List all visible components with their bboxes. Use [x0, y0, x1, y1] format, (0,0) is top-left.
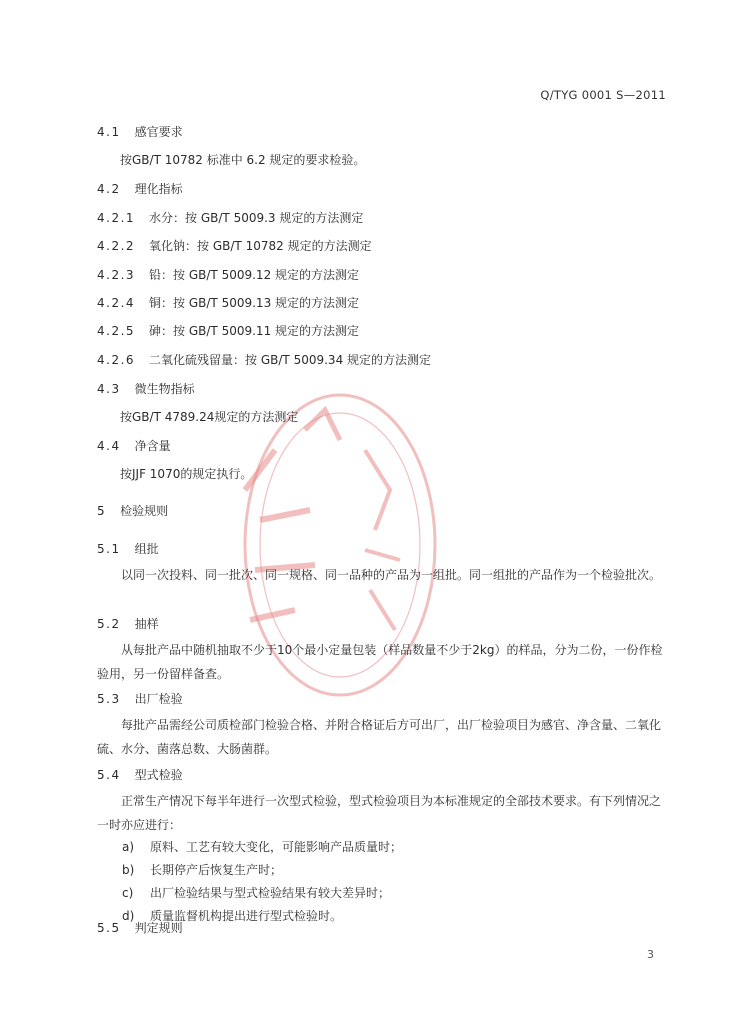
section-4-4-body: 按JJF 1070的规定执行。: [120, 467, 253, 481]
section-4-1-body: 按GB/T 10782 标准中 6.2 规定的要求检验。: [120, 153, 366, 167]
section-4-2-3: 4.2.3 铅：按 GB/T 5009.12 规定的方法测定: [97, 268, 360, 282]
section-5-3-heading: 5.3 出厂检验: [97, 692, 183, 706]
list-item-a: a) 原料、工艺有较大变化，可能影响产品质量时；: [122, 840, 403, 854]
section-4-2-6: 4.2.6 二氧化硫残留量：按 GB/T 5009.34 规定的方法测定: [97, 353, 432, 367]
section-4-2-heading: 4.2 理化指标: [97, 182, 183, 196]
section-5-1-body: 以同一次投料、同一批次、同一规格、同一品种的产品为一组批。同一组批的产品作为一个检验批次。: [121, 568, 662, 582]
section-4-2-1: 4.2.1 水分：按 GB/T 5009.3 规定的方法测定: [97, 211, 364, 225]
list-item-c: c) 出厂检验结果与型式检验结果有较大差异时；: [122, 886, 391, 900]
section-5-1-heading: 5.1 组批: [97, 542, 159, 556]
list-item-d: d) 质量监督机构提出进行型式检验时。: [122, 909, 343, 923]
section-4-4-heading: 4.4 净含量: [97, 439, 171, 453]
section-5-5-heading: 5.5 判定规则: [97, 921, 183, 935]
section-4-2-5: 4.2.5 砷：按 GB/T 5009.11 规定的方法测定: [97, 324, 360, 338]
section-5-4-body: 正常生产情况下每半年进行一次型式检验，型式检验项目为本标准规定的全部技术要求。有下列情况之一时亦应进行：: [97, 794, 662, 832]
section-4-3-body: 按GB/T 4789.24规定的方法测定: [120, 410, 299, 424]
section-5-heading: 5 检验规则: [97, 504, 169, 518]
section-4-2-2: 4.2.2 氧化钠：按 GB/T 10782 规定的方法测定: [97, 239, 372, 253]
section-4-2-4: 4.2.4 铜：按 GB/T 5009.13 规定的方法测定: [97, 296, 360, 310]
document-code: Q/TYG 0001 S—2011: [540, 88, 666, 102]
list-item-b: b) 长期停产后恢复生产时；: [122, 863, 283, 877]
section-5-4-heading: 5.4 型式检验: [97, 768, 183, 782]
section-4-3-heading: 4.3 微生物指标: [97, 382, 195, 396]
section-5-3-body: 每批产品需经公司质检部门检验合格、并附合格证后方可出厂，出厂检验项目为感官、净含量、二氧化硫、水分、菌落总数、大肠菌群。: [97, 718, 662, 756]
section-5-2-body: 从每批产品中随机抽取不少于10个最小定量包装（样品数量不少于2kg）的样品，分为二份，一份作检验用，另一份留样备查。: [97, 643, 663, 681]
page-number: 3: [647, 948, 654, 961]
section-4-1-heading: 4.1 感官要求: [97, 125, 183, 139]
section-5-2-heading: 5.2 抽样: [97, 617, 159, 631]
